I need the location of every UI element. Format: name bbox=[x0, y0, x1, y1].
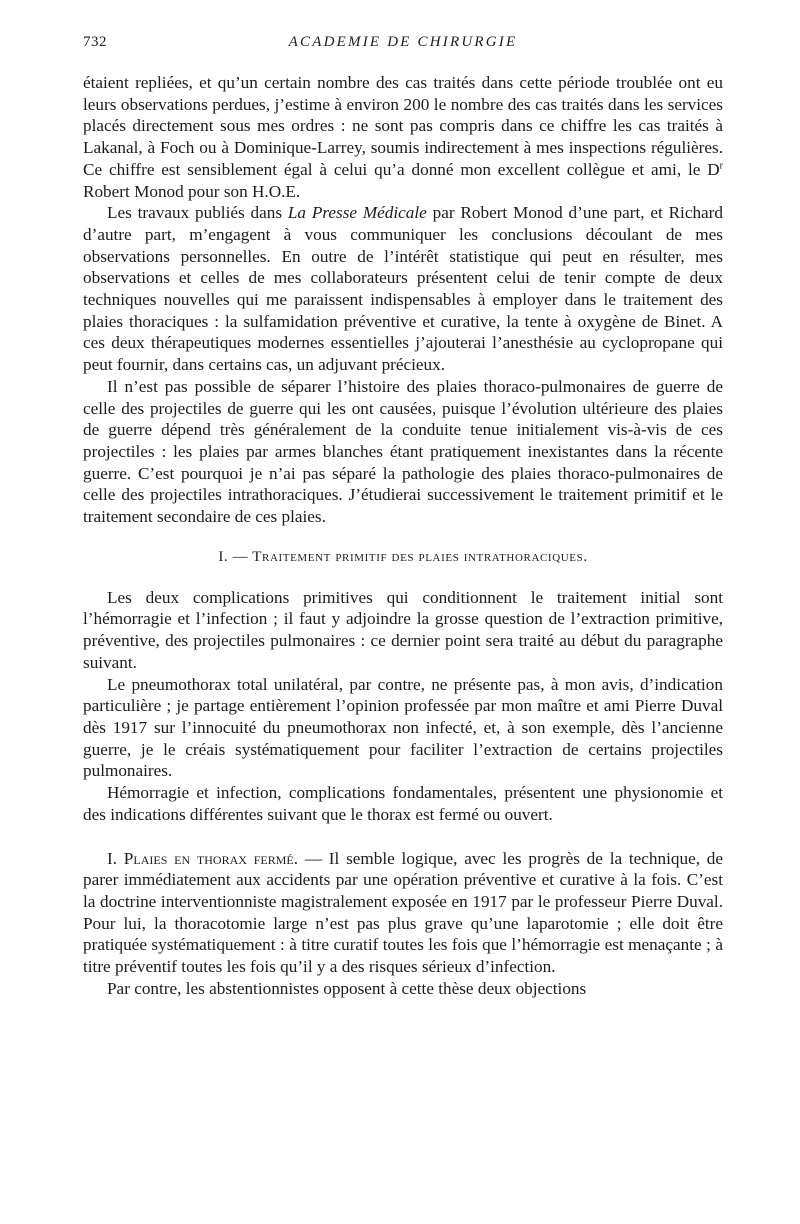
paragraph: Le pneumothorax total unilatéral, par contre, ne présente pas, à mon avis, d’indication particulière ; je partage entièrement l’opinion professée par mon maître et ami Pierre Duval dès 1917 sur l’innocuité du pneumothorax non infecté, et, à son exemple, dès l’ancienne guerre, je le créais systématiquement pour faciliter l’extraction de certains projectiles pulmonaires. bbox=[83, 674, 723, 781]
body-text bbox=[83, 72, 723, 999]
paragraph-text: étaient repliées, et qu’un certain nombre des cas traités dans cette période troublée ont eu leurs observations perdues, j’estime à environ 200 le nombre des cas traités dans les services placés directement sous mes ordres : ne sont pas compris dans ce chiffre les cas traités à Lakanal, à Foch ou à Dominique-Larrey, soumis indirectement à mes inspections régulières. Ce chiffre est sensiblement égal à celui qu’a donné mon excellent collègue et ami, le D bbox=[83, 73, 723, 179]
paragraph-text: par Robert Monod d’une part, et Richard d’autre part, m’engagent à vous communiquer les conclusions découlant de mes observations personnelles. En outre de l’intérêt statistique qui peut en résulter, mes observations et celles de mes collaborateurs présentent celui de tenir compte de deux techniques nouvelles qui me paraissent indispensables à employer dans le traitement des plaies thoraciques : la sulfamidation préventive et curative, la tente à oxygène de Binet. A ces deux thérapeutiques modernes essentielles j’ajouterai l’anesthésie au cyclopropane qui peut fournir, dans certains cas, un adjuvant précieux. bbox=[83, 203, 723, 375]
page-number: 732 bbox=[83, 34, 107, 50]
journal-title: ACADEMIE DE CHIRURGIE bbox=[288, 34, 518, 50]
paragraph-continuation bbox=[83, 72, 723, 202]
paragraph-subsection bbox=[83, 848, 723, 978]
paragraph: Il n’est pas possible de séparer l’histoire des plaies thoraco-pulmonaires de guerre de celle des projectiles de guerre qui les ont causées, puisque l’évolution ultérieure des plaies de guerre dépend très généralement de la conduite tenue initialement vis-à-vis de ces projectiles : les plaies par armes blanches étant pratiquement inexistantes dans la récente guerre. C’est pourquoi je n’ai pas séparé la pathologie des plaies thoraco-pulmonaires de celle des projectiles intrathoraciques. J’étudierai successivement le traitement primitif et le traitement secondaire de ces plaies. bbox=[83, 376, 723, 527]
paragraph-text: Les travaux publiés dans bbox=[107, 203, 288, 223]
subsection-label: I. Plaies en thorax fermé. bbox=[107, 848, 299, 868]
section-heading: I. — Traitement primitif des plaies intrathoraciques. bbox=[218, 548, 588, 565]
running-header bbox=[83, 34, 723, 54]
paragraph: Hémorragie et infection, complications fondamentales, présentent une physionomie et des indications différentes suivant que le thorax est fermé ou ouvert. bbox=[83, 783, 723, 824]
paragraph-text: Robert Monod pour son H.O.E. bbox=[83, 181, 301, 201]
paragraph-text: — Il semble logique, avec les progrès de la technique, de parer immédiatement aux accidents par une opération préventive et curative à la fois. C’est la doctrine interventionniste magistralement exposée en 1917 par le professeur Pierre Duval. Pour lui, la thoracotomie large n’est pas plus grave qu’une laparotomie ; elle doit être pratiquée systématiquement : à titre curatif toutes les fois que l’hémorragie est menaçante ; à titre préventif toutes les fois qu’il y a des risques sérieux d’infection. bbox=[83, 848, 724, 977]
journal-name: La Presse Médicale bbox=[287, 203, 427, 223]
superscript: r bbox=[719, 160, 723, 172]
paragraph bbox=[83, 202, 723, 376]
paragraph: Par contre, les abstentionnistes opposent à cette thèse deux objections bbox=[107, 978, 587, 998]
paragraph: Les deux complications primitives qui conditionnent le traitement initial sont l’hémorragie et l’infection ; il faut y adjoindre la grosse question de l’extraction primitive, préventive, des projectiles pulmonaires : ce dernier point sera traité au début du paragraphe suivant. bbox=[83, 587, 723, 672]
